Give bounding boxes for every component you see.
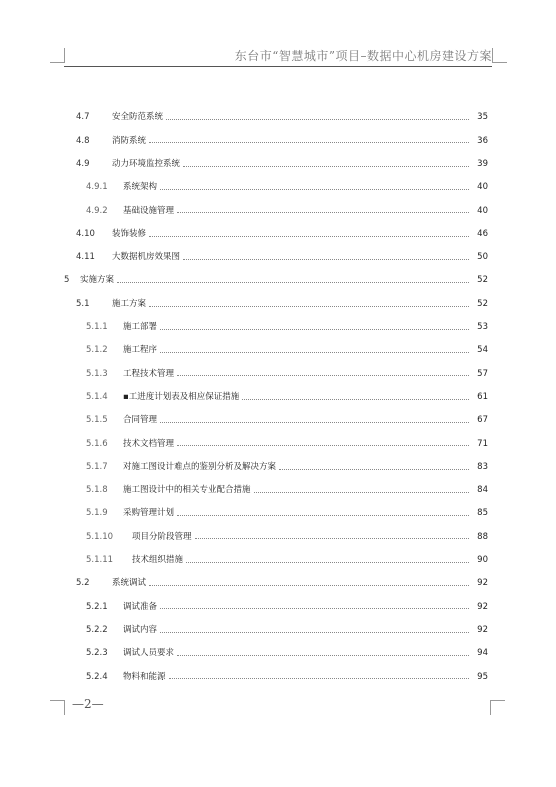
toc-entry[interactable] (0, 292, 556, 315)
crop-mark-top-right (492, 48, 507, 63)
toc-entry[interactable] (0, 362, 556, 385)
toc-entry-page: 57 (477, 368, 488, 379)
toc-entry-number: 5 (64, 275, 70, 286)
toc-entry[interactable] (0, 572, 556, 595)
toc-entry-page: 92 (477, 578, 488, 589)
toc-entry-number: 5.1.7 (86, 461, 108, 472)
toc-entry[interactable] (0, 525, 556, 548)
toc-entry-title: 调试内容 (123, 624, 158, 635)
toc-leader-dots (149, 142, 469, 143)
toc-entry-title: 动力环境监控系统 (112, 158, 181, 169)
crop-mark-top-left (50, 48, 65, 63)
page-number: —2— (72, 697, 104, 711)
toc-entry[interactable] (0, 176, 556, 199)
toc-entry[interactable] (0, 432, 556, 455)
toc-entry[interactable] (0, 339, 556, 362)
toc-entry-number: 5.1.2 (86, 345, 108, 356)
toc-leader-dots (183, 259, 469, 260)
toc-leader-dots (160, 632, 469, 633)
toc-entry-number: 5.1.1 (86, 322, 108, 333)
toc-leader-dots (117, 282, 469, 283)
toc-entry-title: 安全防范系统 (112, 112, 164, 123)
toc-leader-dots (177, 445, 469, 446)
toc-leader-dots (160, 608, 469, 609)
toc-entry[interactable] (0, 455, 556, 478)
toc-entry-page: 54 (477, 345, 488, 356)
toc-entry-number: 5.2.3 (86, 648, 108, 659)
toc-entry-title: 大数据机房效果图 (112, 252, 181, 263)
toc-entry-number: 5.1.4 (86, 391, 108, 402)
toc-entry-page: 46 (477, 228, 488, 239)
toc-entry-number: 4.11 (76, 252, 95, 263)
toc-entry-number: 5.1.11 (86, 555, 114, 566)
toc-leader-dots (169, 678, 469, 679)
toc-entry-number: 4.9 (76, 158, 90, 169)
toc-entry[interactable] (0, 153, 556, 176)
toc-entry-number: 4.8 (76, 135, 90, 146)
toc-entry[interactable] (0, 269, 556, 292)
toc-entry-number: 4.10 (76, 228, 95, 239)
toc-entry-page: 92 (477, 601, 488, 612)
toc-entry-number: 5.1.9 (86, 508, 108, 519)
toc-entry-number: 4.9.2 (86, 205, 108, 216)
toc-entry-page: 67 (477, 415, 488, 426)
toc-entry[interactable] (0, 595, 556, 618)
toc-entry-page: 53 (477, 322, 488, 333)
toc-entry[interactable] (0, 106, 556, 129)
toc-entry-number: 5.1.10 (86, 531, 114, 542)
toc-entry-title: 技术文档管理 (123, 438, 175, 449)
toc-entry-title: 施工方案 (112, 298, 147, 309)
toc-entry[interactable] (0, 619, 556, 642)
toc-entry-page: 40 (477, 182, 488, 193)
toc-entry-number: 5.1.8 (86, 485, 108, 496)
toc-entry-title: 施工程序 (123, 345, 158, 356)
toc-leader-dots (254, 492, 469, 493)
toc-entry[interactable] (0, 246, 556, 269)
toc-entry-title: 采购管理计划 (123, 508, 175, 519)
toc-entry-title: 项目分阶段管理 (132, 531, 192, 542)
toc-leader-dots (177, 515, 469, 516)
toc-entry[interactable] (0, 479, 556, 502)
toc-leader-dots (160, 352, 469, 353)
toc-leader-dots (195, 538, 469, 539)
toc-entry-title: ▪工进度计划表及相应保证措施 (123, 391, 240, 402)
toc-entry-title: 装饰装修 (112, 228, 147, 239)
toc-entry-title: 施工部署 (123, 322, 158, 333)
toc-entry[interactable] (0, 316, 556, 339)
toc-entry-page: 84 (477, 485, 488, 496)
toc-entry[interactable] (0, 665, 556, 688)
toc-entry-page: 40 (477, 205, 488, 216)
toc-entry-title: 系统架构 (123, 182, 158, 193)
toc-leader-dots (183, 166, 469, 167)
toc-entry-number: 5.1.3 (86, 368, 108, 379)
toc-entry-number: 5.1.5 (86, 415, 108, 426)
toc-leader-dots (279, 469, 469, 470)
toc-entry-page: 39 (477, 158, 488, 169)
toc-entry-page: 50 (477, 252, 488, 263)
toc-entry-page: 36 (477, 135, 488, 146)
toc-leader-dots (160, 329, 469, 330)
toc-entry-page: 71 (477, 438, 488, 449)
toc-entry-title: 物料和能源 (123, 671, 166, 682)
toc-entry-page: 52 (477, 275, 488, 286)
toc-entry-title: 技术组织措施 (132, 555, 184, 566)
toc-entry-title: 合同管理 (123, 415, 158, 426)
toc-entry[interactable] (0, 386, 556, 409)
toc-entry-title: 施工图设计中的相关专业配合措施 (123, 485, 251, 496)
toc-leader-dots (160, 422, 469, 423)
toc-leader-dots (177, 655, 469, 656)
toc-leader-dots (177, 212, 469, 213)
toc-entry-title: 对施工图设计难点的鉴别分析及解决方案 (123, 461, 277, 472)
toc-entry-page: 92 (477, 624, 488, 635)
toc-entry[interactable] (0, 222, 556, 245)
toc-entry-title: 实施方案 (80, 275, 115, 286)
toc-entry-number: 5.2.2 (86, 624, 108, 635)
header-divider (64, 66, 492, 67)
toc-entry-page: 95 (477, 671, 488, 682)
toc-entry-title: 调试人员要求 (123, 648, 175, 659)
toc-leader-dots (177, 375, 469, 376)
toc-entry-page: 83 (477, 461, 488, 472)
toc-entry-page: 35 (477, 112, 488, 123)
toc-entry-number: 4.9.1 (86, 182, 108, 193)
toc-entry[interactable] (0, 549, 556, 572)
toc-entry[interactable] (0, 199, 556, 222)
toc-leader-dots (149, 236, 469, 237)
toc-entry-page: 88 (477, 531, 488, 542)
toc-leader-dots (242, 399, 469, 400)
crop-mark-bottom-right (490, 700, 505, 715)
toc-entry[interactable] (0, 129, 556, 152)
toc-entry-title: 消防系统 (112, 135, 147, 146)
toc-leader-dots (186, 562, 469, 563)
toc-entry-page: 61 (477, 391, 488, 402)
toc-entry-number: 4.7 (76, 112, 90, 123)
toc-entry-number: 5.2 (76, 578, 90, 589)
toc-entry-title: 系统调试 (112, 578, 147, 589)
toc-leader-dots (149, 306, 469, 307)
toc-entry-title: 工程技术管理 (123, 368, 175, 379)
page-header: 东台市“智慧城市”项目–数据中心机房建设方案 (234, 49, 492, 63)
toc-entry[interactable] (0, 642, 556, 665)
toc-entry[interactable] (0, 409, 556, 432)
toc-entry-page: 52 (477, 298, 488, 309)
toc-entry-page: 85 (477, 508, 488, 519)
toc-entry-number: 5.1 (76, 298, 90, 309)
toc-entry-title: 基础设施管理 (123, 205, 175, 216)
toc-leader-dots (160, 189, 469, 190)
toc-entry-number: 5.2.1 (86, 601, 108, 612)
table-of-contents (0, 106, 556, 688)
toc-entry-title: 调试准备 (123, 601, 158, 612)
toc-entry-number: 5.1.6 (86, 438, 108, 449)
toc-entry-page: 90 (477, 555, 488, 566)
toc-leader-dots (166, 119, 469, 120)
toc-leader-dots (149, 585, 469, 586)
toc-entry-number: 5.2.4 (86, 671, 108, 682)
toc-entry[interactable] (0, 502, 556, 525)
toc-entry-page: 94 (477, 648, 488, 659)
crop-mark-bottom-left (50, 700, 65, 715)
